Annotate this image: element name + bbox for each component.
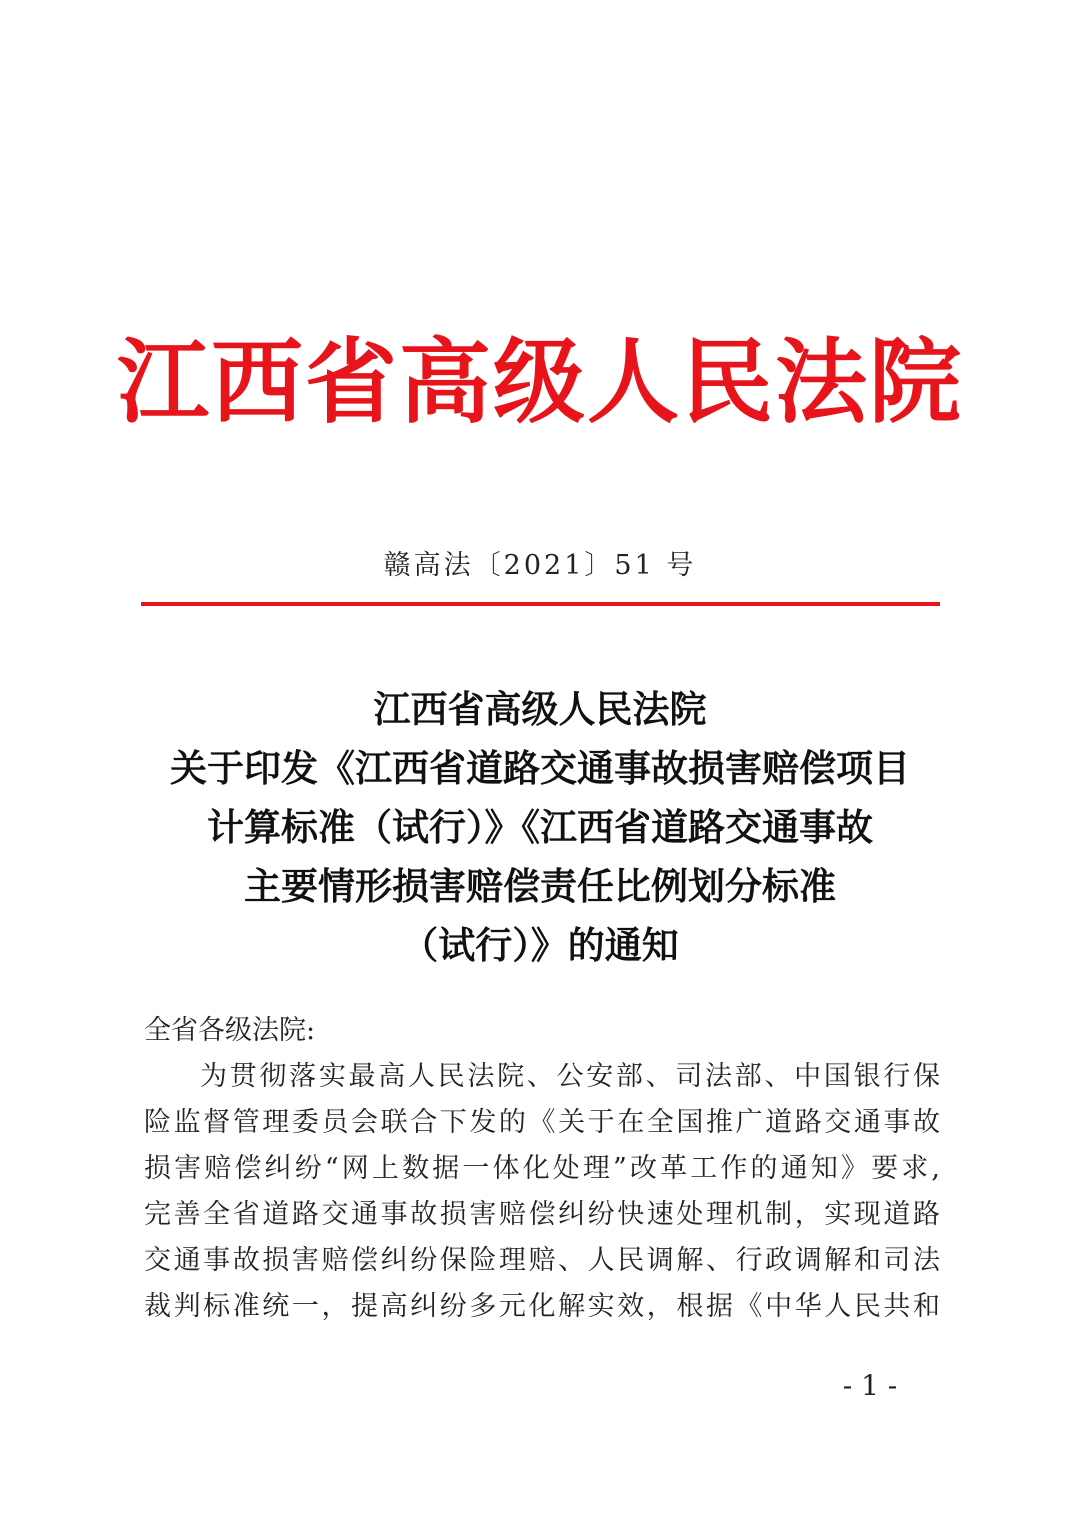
- title-line: 关于印发《江西省道路交通事故损害赔偿项目: [170, 747, 910, 790]
- title-line: 江西省高级人民法院: [373, 688, 707, 731]
- document-number: 赣高法〔2021〕51 号: [383, 550, 697, 581]
- masthead-issuer: 江西省高级人民法院: [116, 329, 963, 436]
- paragraph-line: 裁判标准统一，提高纠纷多元化解实效，根据《中华人民共和: [144, 1291, 940, 1322]
- document-title: [100, 680, 980, 975]
- paragraph-line: 损害赔偿纠纷“网上数据一体化处理”改革工作的通知》要求,: [144, 1153, 940, 1184]
- paragraph-line: 交通事故损害赔偿纠纷保险理赔、人民调解、行政调解和司法: [144, 1245, 940, 1276]
- body-text: [144, 1008, 940, 1330]
- paragraph-line: 险监督管理委员会联合下发的《关于在全国推广道路交通事故: [144, 1107, 940, 1138]
- paragraph-line: 为贯彻落实最高人民法院、公安部、司法部、中国银行保: [200, 1061, 940, 1092]
- salutation: 全省各级法院:: [144, 1015, 316, 1046]
- title-line: 计算标准（试行）》《江西省道路交通事故: [207, 806, 873, 849]
- paragraph-line: 完善全省道路交通事故损害赔偿纠纷快速处理机制，实现道路: [144, 1199, 940, 1230]
- title-line: （试行）》的通知: [401, 924, 679, 967]
- red-divider-line: [141, 602, 940, 606]
- title-line: 主要情形损害赔偿责任比例划分标准: [244, 865, 836, 908]
- page-number: - 1 -: [842, 1369, 898, 1402]
